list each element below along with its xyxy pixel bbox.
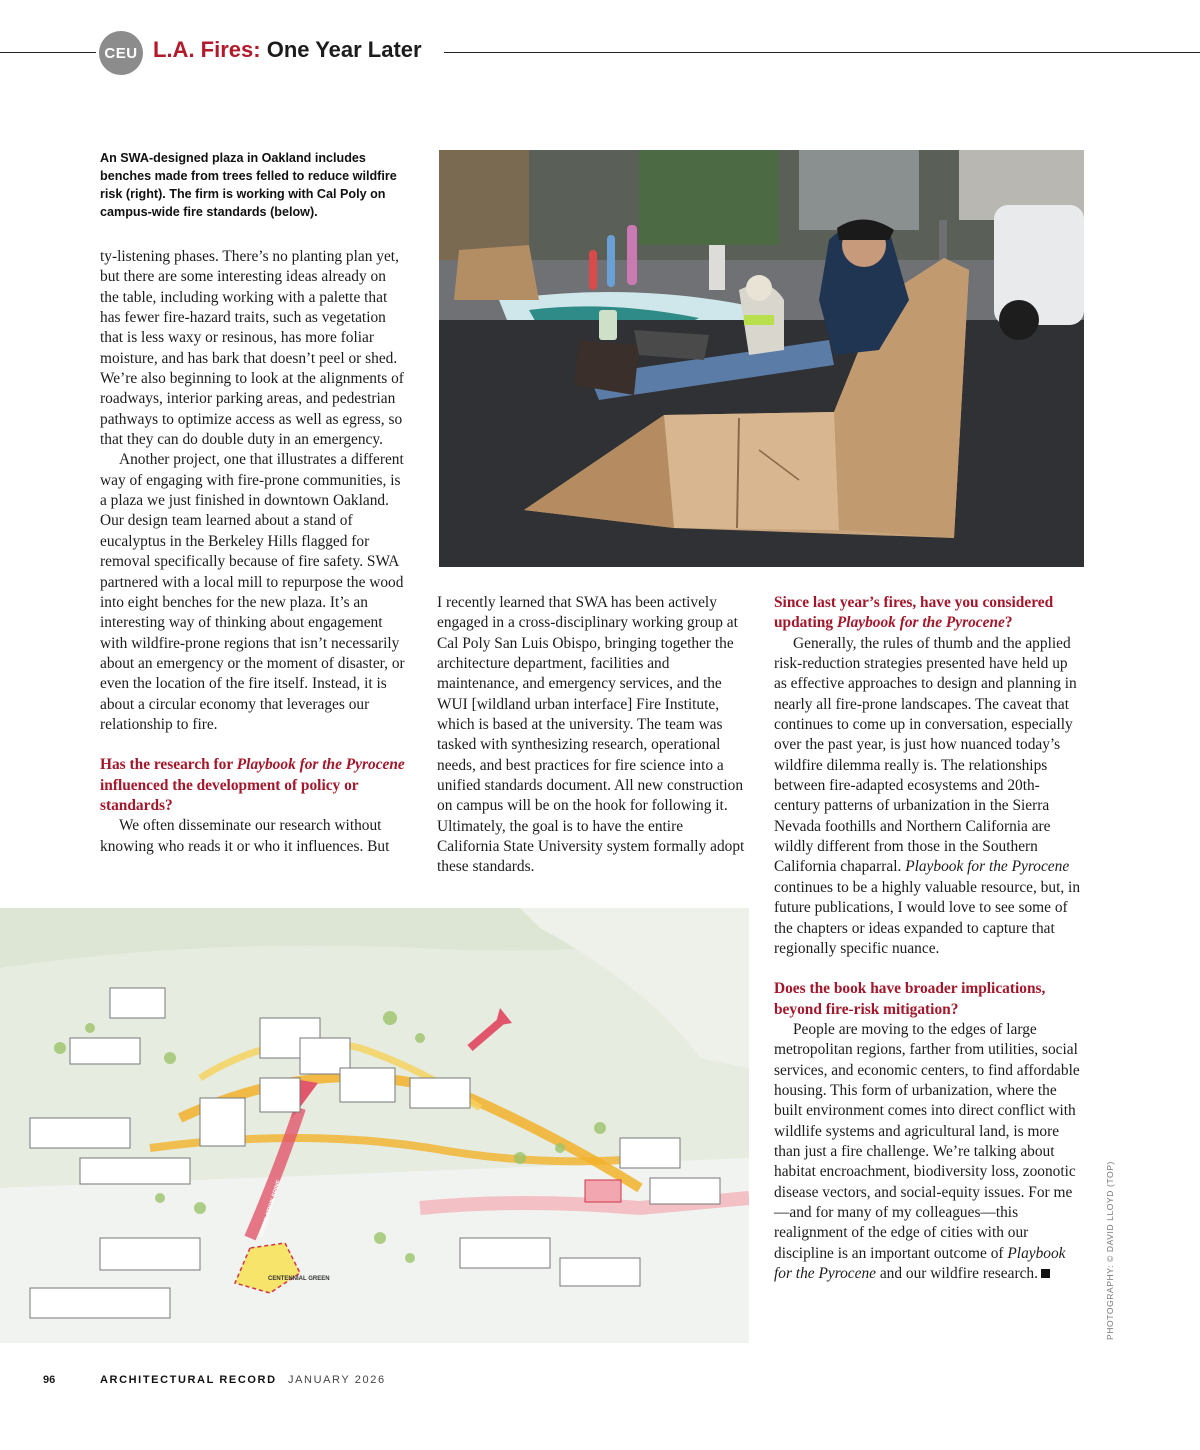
paragraph: We often disseminate our research without knowing who reads it or who it influences. But — [100, 817, 390, 855]
header-rule-right — [444, 52, 1200, 53]
paragraph: I recently learned that SWA has been actively engaged in a cross-disciplinary working group at Cal Poly San Luis Obispo, bringing together the architecture department, facilities and maintenance, and emergency services, and the WUI [wildland urban interface] Fire Institute, which is based at the university. The team was tasked with synthesizing research, operational needs, and best practices for fire science into a unified standards document. All new construction on campus will be on the hook for following it. Ultimately, the goal is to have the entire California State University system formally adopt these standards. — [437, 594, 745, 876]
question-heading: Has the research for Playbook for the Pyrocene influenced the development of policy or standards? — [100, 756, 405, 814]
plaza-bench-photo — [439, 150, 1084, 567]
photo-caption: An SWA-designed plaza in Oakland includes benches made from trees felled to reduce wildfire risk (right). The firm is working with Cal Poly on campus-wide fire standards (below). — [100, 151, 397, 219]
map-label-green: CENTENNIAL GREEN — [268, 1276, 330, 1282]
map-label-spine: CIRCULATION SPINE — [258, 1179, 283, 1239]
section-title — [153, 36, 422, 64]
page-footer — [0, 1374, 1200, 1388]
paragraph: Another project, one that illustrates a different way of engaging with fire-prone communities, is a plaza we just finished in downtown Oakland. Our design team learned about a stand of eucalyptus in the Berkeley Hills flagged for removal specifically because of fire safety. SWA partnered with a local mill to repurpose the wood into eight benches for the new plaza. It’s an interesting way of thinking about engagement with wildfire-prone regions that isn’t necessarily about an emergency or the moment of disaster, or even the location of the fire itself. Instead, it is about a circular economy that leverages our relationship to fire. — [100, 451, 405, 733]
question-heading: Does the book have broader implications, beyond fire-risk mitigation? — [774, 980, 1046, 1018]
ceu-badge: CEU — [99, 31, 143, 75]
question-heading: Since last year’s fires, have you considered updating Playbook for the Pyrocene? — [774, 594, 1054, 632]
section-title-accent: L.A. Fires: — [153, 37, 261, 62]
end-mark-icon — [1041, 1269, 1050, 1278]
campus-fire-standards-map — [0, 908, 749, 1343]
paragraph: Generally, the rules of thumb and the applied risk-reduction strategies presented have held up as effective approaches to design and planning in nearly all fire-prone landscapes. The caveat that continues to come up in conversation, especially over the past year, is just how nuanced today’s wildfire dilemma really is. The relationships between fire-adapted ecosystems and 20th-century patterns of urbanization in the Sierra Nevada foothills and Northern California are wildly different from those in the Southern California chaparral. Playbook for the Pyrocene continues to be a highly valuable resource, but, in future publications, I would love to see some of the chapters or ideas expanded to capture that regionally specific nuance. — [774, 634, 1081, 957]
page-number: 96 — [43, 1374, 56, 1386]
article-column-2 — [437, 593, 748, 878]
paragraph: ty-listening phases. There’s no planting plan yet, but there are some interesting ideas already on the table, including working with a palette that has fewer fire-hazard traits, such as vegetation that is less waxy or resinous, has more foliar moisture, and has bark that doesn’t peel or shed. We’re also beginning to look at the alignments of roadways, interior parking areas, and pedestrian pathways to optimize access as well as egress, so that they can do double duty in an emergency. — [100, 248, 404, 449]
paragraph: People are moving to the edges of large metropolitan regions, farther from utilities, social services, and economic centers, to find affordable housing. This form of urbanization, where the built environment comes into direct conflict with wildlife systems and agricultural land, is more than just a fire challenge. We’re talking about habitat encroachment, biodiversity loss, zoonotic disease vectors, and social-equity issues. For me—and for many of my colleagues—this realignment of the edge of cities with our discipline is an important outcome of Playbook for the Pyrocene and our wildfire research. — [774, 1020, 1080, 1282]
magazine-name: ARCHITECTURAL RECORD — [100, 1374, 277, 1386]
photo-credit: PHOTOGRAPHY: © DAVID LLOYD (TOP) — [1105, 1161, 1115, 1340]
header-rule-left — [0, 52, 96, 53]
issue-date: JANUARY 2026 — [288, 1374, 386, 1386]
section-title-rest: One Year Later — [266, 37, 422, 62]
article-column-1 — [100, 247, 408, 857]
article-column-3 — [774, 593, 1082, 1284]
